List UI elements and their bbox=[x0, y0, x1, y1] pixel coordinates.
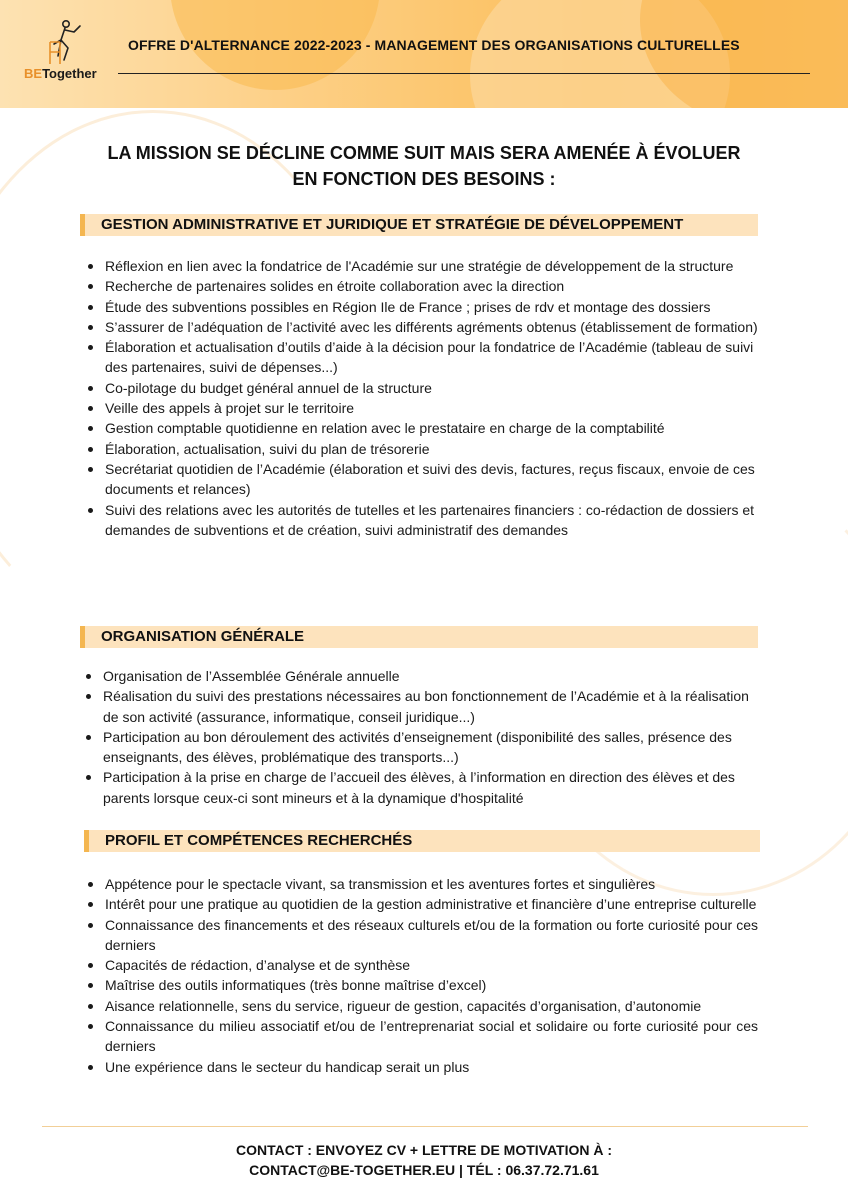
section-heading-label: ORGANISATION GÉNÉRALE bbox=[101, 628, 305, 645]
list-item: Connaissance du milieu associatif et/ou de l’entreprenariat social et solidaire ou forte curiosité pour ces derniers bbox=[88, 1016, 758, 1057]
page-title-line-2: EN FONCTION DES BESOINS : bbox=[292, 169, 556, 189]
list-item: Aisance relationnelle, sens du service, rigueur de gestion, capacités d’organisation, d’autonomie bbox=[88, 996, 758, 1016]
list-item: Co-pilotage du budget général annuel de la structure bbox=[88, 378, 758, 398]
list-item: Élaboration et actualisation d’outils d’aide à la décision pour la fondatrice de l’Académie (tableau de suivi des partenaires, suivi de dépenses...) bbox=[88, 337, 758, 378]
list-item: Gestion comptable quotidienne en relation avec le prestataire en charge de la comptabilité bbox=[88, 418, 758, 438]
list-item: Participation au bon déroulement des activités d’enseignement (disponibilité des salles, présence des enseignants, des élèves, problématique des transports...) bbox=[86, 727, 758, 768]
list-item: Recherche de partenaires solides en étroite collaboration avec la direction bbox=[88, 276, 758, 296]
section-heading-gestion bbox=[80, 214, 758, 236]
logo bbox=[20, 18, 110, 84]
list-item: Maîtrise des outils informatiques (très bonne maîtrise d’excel) bbox=[88, 975, 758, 995]
figure-logo-icon bbox=[44, 18, 84, 66]
list-item: Élaboration, actualisation, suivi du plan de trésorerie bbox=[88, 439, 758, 459]
list-item: Veille des appels à projet sur le territoire bbox=[88, 398, 758, 418]
page-title bbox=[60, 140, 788, 192]
list-item: Organisation de l’Assemblée Générale annuelle bbox=[86, 666, 758, 686]
decorative-blob bbox=[640, 0, 848, 108]
contact-footer bbox=[0, 1140, 848, 1180]
list-item: S’assurer de l’adéquation de l’activité avec les différents agréments obtenus (établissement de formation) bbox=[88, 317, 758, 337]
list-item: Réflexion en lien avec la fondatrice de l'Académie sur une stratégie de développement de la structure bbox=[88, 256, 758, 276]
footer-line-1: CONTACT : ENVOYEZ CV + LETTRE DE MOTIVATION À : bbox=[235, 1142, 613, 1158]
section-heading-organisation bbox=[80, 626, 758, 648]
section-heading-label: PROFIL ET COMPÉTENCES RECHERCHÉS bbox=[105, 832, 413, 849]
list-gestion bbox=[88, 256, 758, 540]
list-item: Une expérience dans le secteur du handicap serait un plus bbox=[88, 1057, 758, 1077]
list-item: Étude des subventions possibles en Région Ile de France ; prises de rdv et montage des dossiers bbox=[88, 297, 758, 317]
section-heading-profil bbox=[84, 830, 760, 852]
list-item: Connaissance des financements et des réseaux culturels et/ou de la formation ou forte curiosité pour ces derniers bbox=[88, 915, 758, 956]
list-item: Réalisation du suivi des prestations nécessaires au bon fonctionnement de l’Académie et à la réalisation de son activité (assurance, informatique, conseil juridique...) bbox=[86, 686, 758, 727]
list-profil bbox=[88, 874, 758, 1077]
header-title: OFFRE D'ALTERNANCE 2022-2023 - MANAGEMENT DES ORGANISATIONS CULTURELLES bbox=[128, 37, 740, 53]
page-title-line-1: LA MISSION SE DÉCLINE COMME SUIT MAIS SERA AMENÉE À ÉVOLUER bbox=[107, 143, 741, 163]
header-divider bbox=[118, 73, 810, 74]
list-item: Secrétariat quotidien de l’Académie (élaboration et suivi des devis, factures, reçus fiscaux, envoie de ces documents et relances) bbox=[88, 459, 758, 500]
section-heading-label: GESTION ADMINISTRATIVE ET JURIDIQUE ET STRATÉGIE DE DÉVELOPPEMENT bbox=[101, 216, 684, 233]
list-organisation bbox=[86, 666, 758, 808]
header-banner bbox=[0, 0, 848, 108]
list-item: Appétence pour le spectacle vivant, sa transmission et les aventures fortes et singulières bbox=[88, 874, 758, 894]
list-item: Suivi des relations avec les autorités de tutelles et les partenaires financiers : co-rédaction de dossiers et demandes de subventions et de création, suivi administratif des demandes bbox=[88, 500, 758, 541]
logo-text: BETogether bbox=[24, 66, 97, 81]
list-item: Capacités de rédaction, d’analyse et de synthèse bbox=[88, 955, 758, 975]
list-item: Intérêt pour une pratique au quotidien de la gestion administrative et financière d’une entreprise culturelle bbox=[88, 894, 758, 914]
footer-divider bbox=[42, 1126, 808, 1127]
list-item: Participation à la prise en charge de l’accueil des élèves, à l’information en direction des élèves et des parents lorsque ceux-ci sont mineurs et à la dynamique d'hospitalité bbox=[86, 767, 758, 808]
footer-contact-line: CONTACT@BE-TOGETHER.EU | TÉL : 06.37.72.71.61 bbox=[249, 1162, 599, 1178]
